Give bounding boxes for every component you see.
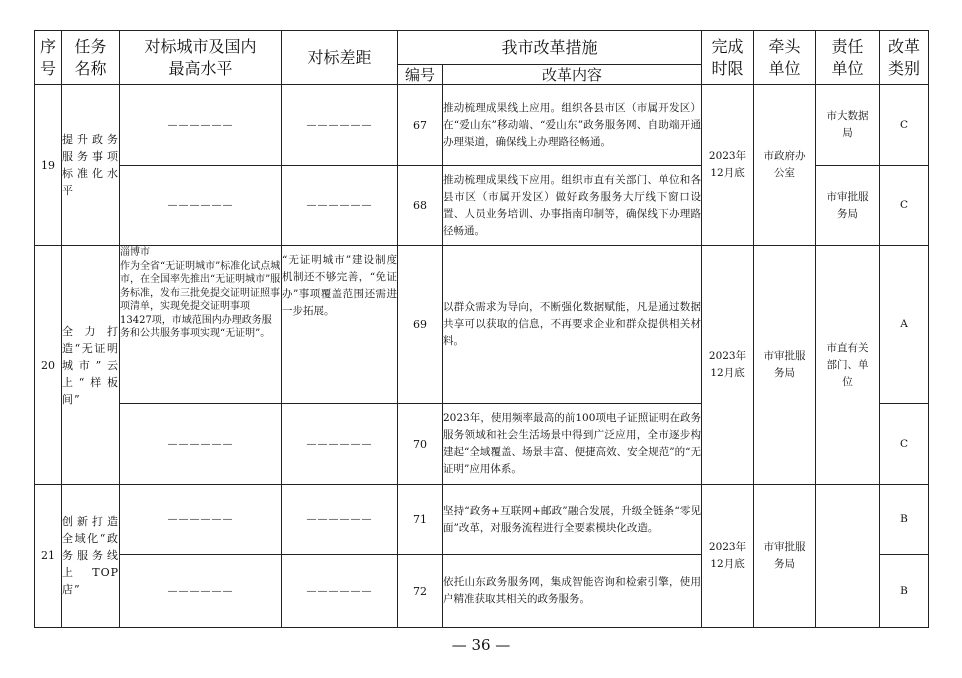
reform-type-cell: C: [880, 165, 929, 246]
task-name-cell: 提升政务服务事项标准化水平: [62, 85, 120, 246]
task-name-cell: 创新打造全域化“政务服务线上TOP店”: [62, 484, 120, 627]
header-measures: 我市改革措施: [398, 31, 702, 65]
table-row: [35, 484, 929, 554]
reform-type-cell: A: [880, 246, 929, 404]
reform-type-cell: B: [880, 484, 929, 554]
benchmark-cell: ——————: [120, 555, 282, 628]
reform-content-cell: 依托山东政务服务网，集成智能咨询和检索引擎，使用户精准获取其相关的政务服务。: [443, 555, 702, 628]
item-no-cell: 68: [398, 165, 443, 246]
gap-cell: ——————: [282, 484, 398, 554]
table-row: [35, 246, 929, 404]
responsible-unit-cell: 市直有关部门、单位: [816, 246, 880, 485]
header-gap: 对标差距: [282, 31, 398, 85]
page-number: — 36 —: [451, 636, 511, 654]
header-benchmark: 对标城市及国内最高水平: [120, 31, 282, 85]
seq-cell: 20: [35, 246, 62, 485]
header-lead-unit: 牵头单位: [754, 31, 816, 85]
lead-unit-cell: 市审批服务局: [754, 484, 816, 627]
header-deadline: 完成时限: [702, 31, 754, 85]
header-reform-content: 改革内容: [443, 65, 702, 85]
reform-content-cell: 推动梳理成果线上应用。组织各县市区（市属开发区）在“爱山东”移动端、“爱山东”政务服务网、自助端开通办理渠道，确保线上办理路径畅通。: [443, 85, 702, 166]
seq-cell: 19: [35, 85, 62, 246]
responsible-unit-cell: 市审批服务局: [816, 165, 880, 246]
lead-unit-cell: 市审批服务局: [754, 246, 816, 485]
seq-cell: 21: [35, 484, 62, 627]
item-no-cell: 67: [398, 85, 443, 166]
reform-content-cell: 以群众需求为导向，不断强化数据赋能，凡是通过数据共享可以获取的信息，不再要求企业和群众提供相关材料。: [443, 246, 702, 404]
reform-content-cell: 坚持“政务+互联网+邮政”融合发展，升级全链条“零见面”改革，对服务流程进行全要素模块化改造。: [443, 484, 702, 554]
table-row: [35, 85, 929, 166]
gap-cell: ——————: [282, 165, 398, 246]
item-no-cell: 72: [398, 555, 443, 628]
reform-content-cell: 推动梳理成果线下应用。组织市直有关部门、单位和各县市区（市属开发区）做好政务服务大厅线下窗口设置、人员业务培训、办事指南印制等，确保线下办理路径畅通。: [443, 165, 702, 246]
benchmark-cell: ——————: [120, 85, 282, 166]
reform-type-cell: C: [880, 404, 929, 485]
gap-cell: ——————: [282, 555, 398, 628]
header-responsible-unit: 责任单位: [816, 31, 880, 85]
deadline-cell: 2023年12月底: [702, 246, 754, 485]
header-item-no: 编号: [398, 65, 443, 85]
reform-measures-table: [34, 30, 929, 628]
responsible-unit-cell: [816, 484, 880, 627]
benchmark-cell: 淄博市 作为全省“无证明城市”标准化试点城市，在全国率先推出“无证明城市”服务标准，发布三批免提交证明证照事项清单，实现免提交证明事项13427项，市域范围内办理政务服务和公共服务事项实现“无证明”。: [120, 246, 282, 404]
item-no-cell: 69: [398, 246, 443, 404]
responsible-unit-cell: 市大数据局: [816, 85, 880, 166]
reform-type-cell: B: [880, 555, 929, 628]
header-reform-type: 改革类别: [880, 31, 929, 85]
reform-type-cell: C: [880, 85, 929, 166]
benchmark-cell: ——————: [120, 484, 282, 554]
item-no-cell: 71: [398, 484, 443, 554]
header-seq: 序号: [35, 31, 62, 85]
reform-content-cell: 2023年，使用频率最高的前100项电子证照证明在政务服务领域和社会生活场景中得到广泛应用，全市逐步构建起“全域覆盖、场景丰富、便捷高效、安全规范”的“无证明”应用体系。: [443, 404, 702, 485]
benchmark-cell: ——————: [120, 404, 282, 485]
header-task: 任务名称: [62, 31, 120, 85]
gap-cell: ——————: [282, 404, 398, 485]
deadline-cell: 2023年12月底: [702, 85, 754, 246]
lead-unit-cell: 市政府办公室: [754, 85, 816, 246]
gap-cell: “无证明城市”建设制度机制还不够完善，“免证办”事项覆盖范围还需进一步拓展。: [282, 246, 398, 404]
item-no-cell: 70: [398, 404, 443, 485]
gap-cell: ——————: [282, 85, 398, 166]
deadline-cell: 2023年12月底: [702, 484, 754, 627]
benchmark-cell: ——————: [120, 165, 282, 246]
task-name-cell: 全力打造“无证明城市”云上“样板间”: [62, 246, 120, 485]
